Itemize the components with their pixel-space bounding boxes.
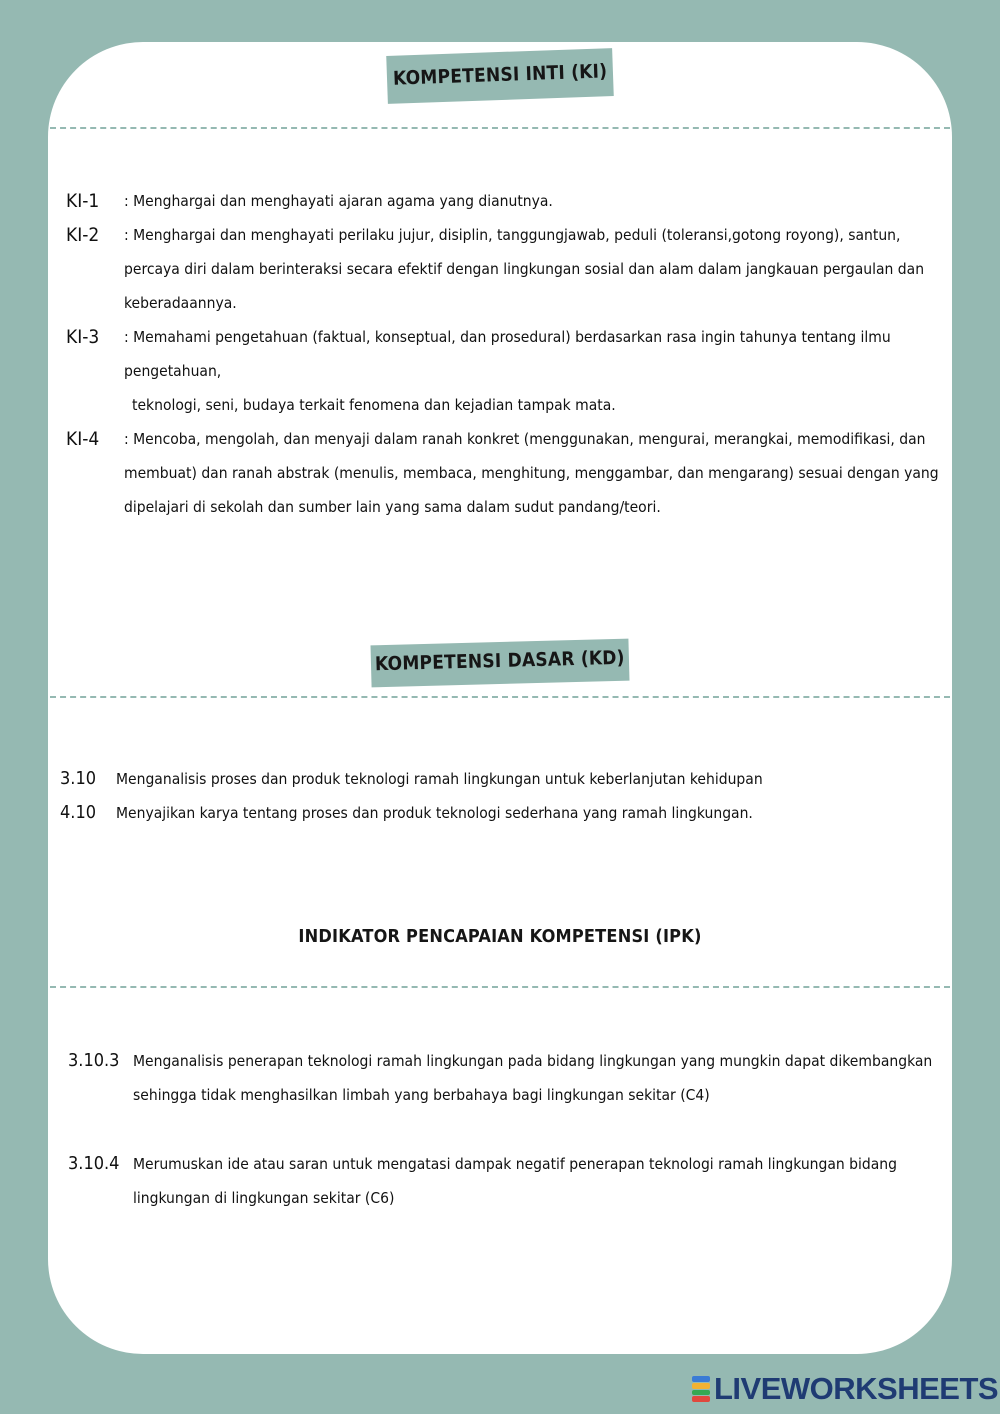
kd-item [60,762,950,796]
ki-text: : Mencoba, mengolah, dan menyaji dalam ranah konkret (menggunakan, mengurai, merangkai, memodifikasi, dan membuat) dan ranah abstrak (menulis, membaca, menghitung, menggambar, dan mengarang) sesuai dengan yang dipelajari di sekolah dan sumber lain yang sama dalam sudut pandang/teori. [124,430,939,516]
ipk-code: 3.10.3 [68,1050,120,1071]
ki-text-group [124,320,946,422]
ki-code: KI-3 [66,326,100,348]
liveworksheets-logo[interactable] [692,1372,998,1406]
liveworksheets-logo-icon [692,1376,710,1402]
ki-section-title: KOMPETENSI INTI (KI) [386,48,614,104]
ki-code: KI-1 [66,190,100,212]
ipk-text: Menganalisis penerapan teknologi ramah lingkungan pada bidang lingkungan yang mungkin dapat dikembangkan sehingga tidak menghasilkan limbah yang berbahaya bagi lingkungan sekitar (C4) [133,1052,933,1104]
ipk-heading-wrap [0,918,1000,955]
ki-divider [50,127,950,129]
ipk-code: 3.10.4 [68,1153,120,1174]
kd-divider [50,696,950,698]
ki-code: KI-2 [66,224,100,246]
ipk-section-title [292,918,707,955]
kd-item [60,796,950,830]
kd-code: 3.10 [60,768,97,789]
ki-item [66,184,946,218]
logo-block [692,1383,710,1389]
ki-heading-wrap [0,52,1000,100]
logo-block [692,1396,710,1402]
ki-item [66,320,946,422]
ki-text-continuation: teknologi, seni, budaya terkait fenomena dan kejadian tampak mata. [132,396,616,414]
ki-list [66,184,946,524]
logo-text: LIVEWORKSHEETS [714,1371,999,1406]
ipk-divider [50,986,950,988]
ki-code: KI-4 [66,428,100,450]
logo-block [692,1376,710,1382]
ipk-item [68,1044,938,1112]
kd-text: Menganalisis proses dan produk teknologi ramah lingkungan untuk keberlanjutan kehidupan [116,770,763,788]
kd-heading-wrap [0,642,1000,684]
ipk-item [68,1147,938,1215]
kd-section-title: KOMPETENSI DASAR (KD) [371,639,630,688]
kd-list [60,762,950,830]
ipk-text: Merumuskan ide atau saran untuk mengatasi dampak negatif penerapan teknologi ramah lingkungan bidang lingkungan di lingkungan sekitar (C6) [133,1155,897,1207]
ki-text: : Menghargai dan menghayati ajaran agama yang dianutnya. [124,192,553,210]
logo-block [692,1390,710,1396]
ipk-list [68,1044,938,1250]
ki-text: : Menghargai dan menghayati perilaku jujur, disiplin, tanggungjawab, peduli (toleransi,gotong royong), santun, percaya diri dalam berinteraksi secara efektif dengan lingkungan sosial dan alam dalam jangkauan pergaulan dan keberadaannya. [124,226,925,312]
ki-text: : Memahami pengetahuan (faktual, konseptual, dan prosedural) berdasarkan rasa ingin tahunya tentang ilmu pengetahuan, [124,328,891,380]
kd-code: 4.10 [60,802,97,823]
ki-item [66,218,946,320]
ipk-title-text: INDIKATOR PENCAPAIAN KOMPETENSI (IPK) [298,926,702,947]
ki-item [66,422,946,524]
kd-text: Menyajikan karya tentang proses dan produk teknologi sederhana yang ramah lingkungan. [116,804,753,822]
